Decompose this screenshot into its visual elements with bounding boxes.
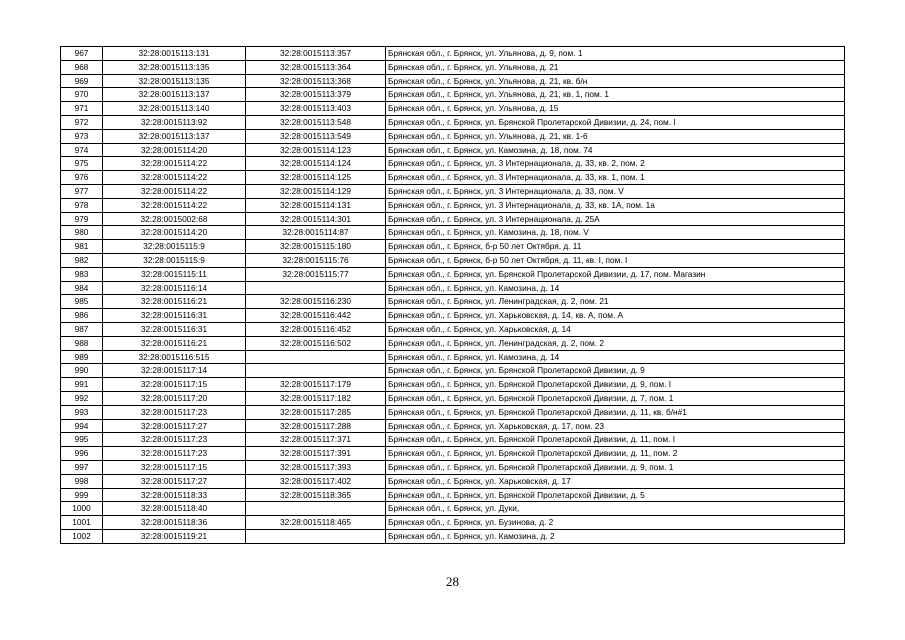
land-parcel-cadastral-number-cell: 32:28:0015117:23 — [103, 447, 246, 461]
table-row — [61, 115, 845, 129]
object-cadastral-number-cell: 32:28:0015114:129 — [246, 184, 386, 198]
table-row — [61, 516, 845, 530]
row-number-cell: 995 — [61, 433, 103, 447]
land-parcel-cadastral-number-cell: 32:28:0015114:22 — [103, 157, 246, 171]
land-parcel-cadastral-number-cell: 32:28:0015115:9 — [103, 253, 246, 267]
land-parcel-cadastral-number-cell: 32:28:0015116:14 — [103, 281, 246, 295]
address-cell: Брянская обл., г. Брянск, ул. Ленинградская, д. 2, пом. 2 — [386, 336, 845, 350]
table-row — [61, 405, 845, 419]
object-cadastral-number-cell: 32:28:0015115:76 — [246, 253, 386, 267]
object-cadastral-number-cell — [246, 364, 386, 378]
row-number-cell: 984 — [61, 281, 103, 295]
object-cadastral-number-cell: 32:28:0015114:301 — [246, 212, 386, 226]
property-registry-table — [60, 46, 845, 544]
address-cell: Брянская обл., г. Брянск, ул. Ульянова, д. 21, кв. 1, пом. 1 — [386, 88, 845, 102]
object-cadastral-number-cell — [246, 350, 386, 364]
row-number-cell: 985 — [61, 295, 103, 309]
object-cadastral-number-cell: 32:28:0015116:502 — [246, 336, 386, 350]
address-cell: Брянская обл., г. Брянск, ул. Брянской Пролетарской Дивизии, д. 11, пом. I — [386, 433, 845, 447]
table-row — [61, 143, 845, 157]
address-cell: Брянская обл., г. Брянск, ул. Ульянова, д. 21 — [386, 60, 845, 74]
row-number-cell: 979 — [61, 212, 103, 226]
object-cadastral-number-cell — [246, 529, 386, 543]
table-row — [61, 102, 845, 116]
address-cell: Брянская обл., г. Брянск, ул. Харьковская, д. 14, кв. А, пом. А — [386, 309, 845, 323]
object-cadastral-number-cell: 32:28:0015113:379 — [246, 88, 386, 102]
row-number-cell: 968 — [61, 60, 103, 74]
land-parcel-cadastral-number-cell: 32:28:0015117:14 — [103, 364, 246, 378]
row-number-cell: 990 — [61, 364, 103, 378]
row-number-cell: 986 — [61, 309, 103, 323]
address-cell: Брянская обл., г. Брянск, ул. Камозина, д. 14 — [386, 281, 845, 295]
table-row — [61, 336, 845, 350]
object-cadastral-number-cell: 32:28:0015114:87 — [246, 226, 386, 240]
address-cell: Брянская обл., г. Брянск, ул. Брянской Пролетарской Дивизии, д. 7, пом. 1 — [386, 391, 845, 405]
table-row — [61, 171, 845, 185]
land-parcel-cadastral-number-cell: 32:28:0015113:140 — [103, 102, 246, 116]
row-number-cell: 982 — [61, 253, 103, 267]
land-parcel-cadastral-number-cell: 32:28:0015113:131 — [103, 47, 246, 61]
table-row — [61, 157, 845, 171]
page-number: 28 — [446, 574, 459, 589]
land-parcel-cadastral-number-cell: 32:28:0015117:15 — [103, 378, 246, 392]
object-cadastral-number-cell: 32:28:0015117:179 — [246, 378, 386, 392]
object-cadastral-number-cell: 32:28:0015116:230 — [246, 295, 386, 309]
table-row — [61, 488, 845, 502]
address-cell: Брянская обл., г. Брянск, ул. Брянской Пролетарской Дивизии, д. 9 — [386, 364, 845, 378]
object-cadastral-number-cell: 32:28:0015118:365 — [246, 488, 386, 502]
row-number-cell: 983 — [61, 267, 103, 281]
land-parcel-cadastral-number-cell: 32:28:0015113:137 — [103, 88, 246, 102]
object-cadastral-number-cell: 32:28:0015117:402 — [246, 474, 386, 488]
address-cell: Брянская обл., г. Брянск, ул. Камозина, д. 14 — [386, 350, 845, 364]
address-cell: Брянская обл., г. Брянск, ул. Брянской Пролетарской Дивизии, д. 11, кв. б/н#1 — [386, 405, 845, 419]
table-row — [61, 474, 845, 488]
address-cell: Брянская обл., г. Брянск, ул. Харьковская, д. 17, пом. 23 — [386, 419, 845, 433]
row-number-cell: 967 — [61, 47, 103, 61]
address-cell: Брянская обл., г. Брянск, ул. 3 Интернационала, д. 33, пом. V — [386, 184, 845, 198]
land-parcel-cadastral-number-cell: 32:28:0015114:20 — [103, 226, 246, 240]
table-row — [61, 502, 845, 516]
address-cell: Брянская обл., г. Брянск, ул. Бузинова, д. 2 — [386, 516, 845, 530]
land-parcel-cadastral-number-cell: 32:28:0015114:22 — [103, 171, 246, 185]
row-number-cell: 1000 — [61, 502, 103, 516]
address-cell: Брянская обл., г. Брянск, ул. 3 Интернационала, д. 33, кв. 1А, пом. 1а — [386, 198, 845, 212]
table-row — [61, 253, 845, 267]
address-cell: Брянская обл., г. Брянск, ул. Брянской Пролетарской Дивизии, д. 5 — [386, 488, 845, 502]
address-cell: Брянская обл., г. Брянск, ул. Дуки, — [386, 502, 845, 516]
object-cadastral-number-cell: 32:28:0015116:452 — [246, 322, 386, 336]
row-number-cell: 1001 — [61, 516, 103, 530]
object-cadastral-number-cell: 32:28:0015117:285 — [246, 405, 386, 419]
row-number-cell: 977 — [61, 184, 103, 198]
table-row — [61, 447, 845, 461]
land-parcel-cadastral-number-cell: 32:28:0015118:33 — [103, 488, 246, 502]
address-cell: Брянская обл., г. Брянск, ул. Ульянова, д. 15 — [386, 102, 845, 116]
table-row — [61, 267, 845, 281]
row-number-cell: 994 — [61, 419, 103, 433]
address-cell: Брянская обл., г. Брянск, ул. Брянской Пролетарской Дивизии, д. 24, пом. I — [386, 115, 845, 129]
land-parcel-cadastral-number-cell: 32:28:0015119:21 — [103, 529, 246, 543]
row-number-cell: 974 — [61, 143, 103, 157]
land-parcel-cadastral-number-cell: 32:28:0015117:23 — [103, 405, 246, 419]
object-cadastral-number-cell: 32:28:0015117:288 — [246, 419, 386, 433]
table-row — [61, 433, 845, 447]
address-cell: Брянская обл., г. Брянск, ул. Камозина, д. 2 — [386, 529, 845, 543]
row-number-cell: 996 — [61, 447, 103, 461]
row-number-cell: 998 — [61, 474, 103, 488]
land-parcel-cadastral-number-cell: 32:28:0015114:20 — [103, 143, 246, 157]
land-parcel-cadastral-number-cell: 32:28:0015117:27 — [103, 419, 246, 433]
object-cadastral-number-cell: 32:28:0015114:125 — [246, 171, 386, 185]
table-row — [61, 129, 845, 143]
object-cadastral-number-cell: 32:28:0015115:180 — [246, 240, 386, 254]
address-cell: Брянская обл., г. Брянск, ул. Камозина, д. 18, пом. 74 — [386, 143, 845, 157]
row-number-cell: 973 — [61, 129, 103, 143]
land-parcel-cadastral-number-cell: 32:28:0015115:11 — [103, 267, 246, 281]
object-cadastral-number-cell: 32:28:0015113:403 — [246, 102, 386, 116]
table-row — [61, 350, 845, 364]
address-cell: Брянская обл., г. Брянск, ул. Брянской Пролетарской Дивизии, д. 9, пом. 1 — [386, 460, 845, 474]
object-cadastral-number-cell: 32:28:0015117:393 — [246, 460, 386, 474]
object-cadastral-number-cell: 32:28:0015117:391 — [246, 447, 386, 461]
address-cell: Брянская обл., г. Брянск, ул. Ульянова, д. 21, кв. 1-6 — [386, 129, 845, 143]
object-cadastral-number-cell: 32:28:0015114:131 — [246, 198, 386, 212]
object-cadastral-number-cell: 32:28:0015118:465 — [246, 516, 386, 530]
object-cadastral-number-cell: 32:28:0015116:442 — [246, 309, 386, 323]
table-row — [61, 240, 845, 254]
object-cadastral-number-cell: 32:28:0015114:124 — [246, 157, 386, 171]
table-row — [61, 322, 845, 336]
row-number-cell: 1002 — [61, 529, 103, 543]
address-cell: Брянская обл., г. Брянск, ул. Ленинградская, д. 2, пом. 21 — [386, 295, 845, 309]
address-cell: Брянская обл., г. Брянск, ул. 3 Интернационала, д. 25А — [386, 212, 845, 226]
object-cadastral-number-cell — [246, 281, 386, 295]
table-row — [61, 460, 845, 474]
land-parcel-cadastral-number-cell: 32:28:0015114:22 — [103, 198, 246, 212]
land-parcel-cadastral-number-cell: 32:28:0015117:27 — [103, 474, 246, 488]
row-number-cell: 997 — [61, 460, 103, 474]
land-parcel-cadastral-number-cell: 32:28:0015002:68 — [103, 212, 246, 226]
table-row — [61, 60, 845, 74]
row-number-cell: 972 — [61, 115, 103, 129]
land-parcel-cadastral-number-cell: 32:28:0015116:31 — [103, 309, 246, 323]
object-cadastral-number-cell: 32:28:0015113:368 — [246, 74, 386, 88]
table-row — [61, 74, 845, 88]
row-number-cell: 988 — [61, 336, 103, 350]
row-number-cell: 980 — [61, 226, 103, 240]
table-row — [61, 295, 845, 309]
table-row — [61, 391, 845, 405]
table-row — [61, 184, 845, 198]
object-cadastral-number-cell: 32:28:0015113:548 — [246, 115, 386, 129]
land-parcel-cadastral-number-cell: 32:28:0015117:15 — [103, 460, 246, 474]
table-row — [61, 226, 845, 240]
table-row — [61, 88, 845, 102]
address-cell: Брянская обл., г. Брянск, ул. Харьковская, д. 17 — [386, 474, 845, 488]
address-cell: Брянская обл., г. Брянск, ул. Брянской Пролетарской Дивизии, д. 11, пом. 2 — [386, 447, 845, 461]
address-cell: Брянская обл., г. Брянск, ул. Камозина, д. 18, пом. V — [386, 226, 845, 240]
table-row — [61, 529, 845, 543]
object-cadastral-number-cell — [246, 502, 386, 516]
row-number-cell: 978 — [61, 198, 103, 212]
land-parcel-cadastral-number-cell: 32:28:0015116:515 — [103, 350, 246, 364]
table-row — [61, 281, 845, 295]
address-cell: Брянская обл., г. Брянск, ул. 3 Интернационала, д. 33, кв. 1, пом. 1 — [386, 171, 845, 185]
land-parcel-cadastral-number-cell: 32:28:0015113:135 — [103, 74, 246, 88]
address-cell: Брянская обл., г. Брянск, ул. Ульянова, д. 21, кв. б/н — [386, 74, 845, 88]
row-number-cell: 999 — [61, 488, 103, 502]
land-parcel-cadastral-number-cell: 32:28:0015115:9 — [103, 240, 246, 254]
row-number-cell: 976 — [61, 171, 103, 185]
object-cadastral-number-cell: 32:28:0015115:77 — [246, 267, 386, 281]
land-parcel-cadastral-number-cell: 32:28:0015116:21 — [103, 336, 246, 350]
object-cadastral-number-cell: 32:28:0015113:364 — [246, 60, 386, 74]
land-parcel-cadastral-number-cell: 32:28:0015117:23 — [103, 433, 246, 447]
table-row — [61, 364, 845, 378]
land-parcel-cadastral-number-cell: 32:28:0015117:20 — [103, 391, 246, 405]
address-cell: Брянская обл., г. Брянск, б-р 50 лет Октября, д. 11, кв. I, пом. I — [386, 253, 845, 267]
land-parcel-cadastral-number-cell: 32:28:0015114:22 — [103, 184, 246, 198]
table-row — [61, 47, 845, 61]
land-parcel-cadastral-number-cell: 32:28:0015113:92 — [103, 115, 246, 129]
address-cell: Брянская обл., г. Брянск, ул. Харьковская, д. 14 — [386, 322, 845, 336]
object-cadastral-number-cell: 32:28:0015113:357 — [246, 47, 386, 61]
table-row — [61, 419, 845, 433]
row-number-cell: 975 — [61, 157, 103, 171]
address-cell: Брянская обл., г. Брянск, ул. Брянской Пролетарской Дивизии, д. 9, пом. I — [386, 378, 845, 392]
row-number-cell: 989 — [61, 350, 103, 364]
registry-table-body — [61, 47, 845, 544]
row-number-cell: 981 — [61, 240, 103, 254]
row-number-cell: 987 — [61, 322, 103, 336]
land-parcel-cadastral-number-cell: 32:28:0015113:137 — [103, 129, 246, 143]
address-cell: Брянская обл., г. Брянск, ул. 3 Интернационала, д. 33, кв. 2, пом. 2 — [386, 157, 845, 171]
object-cadastral-number-cell: 32:28:0015113:549 — [246, 129, 386, 143]
row-number-cell: 971 — [61, 102, 103, 116]
row-number-cell: 992 — [61, 391, 103, 405]
table-row — [61, 309, 845, 323]
table-row — [61, 198, 845, 212]
land-parcel-cadastral-number-cell: 32:28:0015116:31 — [103, 322, 246, 336]
table-row — [61, 212, 845, 226]
table-row — [61, 378, 845, 392]
address-cell: Брянская обл., г. Брянск, б-р 50 лет Октября, д. 11 — [386, 240, 845, 254]
row-number-cell: 991 — [61, 378, 103, 392]
object-cadastral-number-cell: 32:28:0015114:123 — [246, 143, 386, 157]
land-parcel-cadastral-number-cell: 32:28:0015118:40 — [103, 502, 246, 516]
address-cell: Брянская обл., г. Брянск, ул. Ульянова, д. 9, пом. 1 — [386, 47, 845, 61]
object-cadastral-number-cell: 32:28:0015117:182 — [246, 391, 386, 405]
land-parcel-cadastral-number-cell: 32:28:0015118:36 — [103, 516, 246, 530]
address-cell: Брянская обл., г. Брянск, ул. Брянской Пролетарской Дивизии, д. 17, пом. Магазин — [386, 267, 845, 281]
row-number-cell: 969 — [61, 74, 103, 88]
object-cadastral-number-cell: 32:28:0015117:371 — [246, 433, 386, 447]
row-number-cell: 993 — [61, 405, 103, 419]
land-parcel-cadastral-number-cell: 32:28:0015113:135 — [103, 60, 246, 74]
row-number-cell: 970 — [61, 88, 103, 102]
land-parcel-cadastral-number-cell: 32:28:0015116:21 — [103, 295, 246, 309]
